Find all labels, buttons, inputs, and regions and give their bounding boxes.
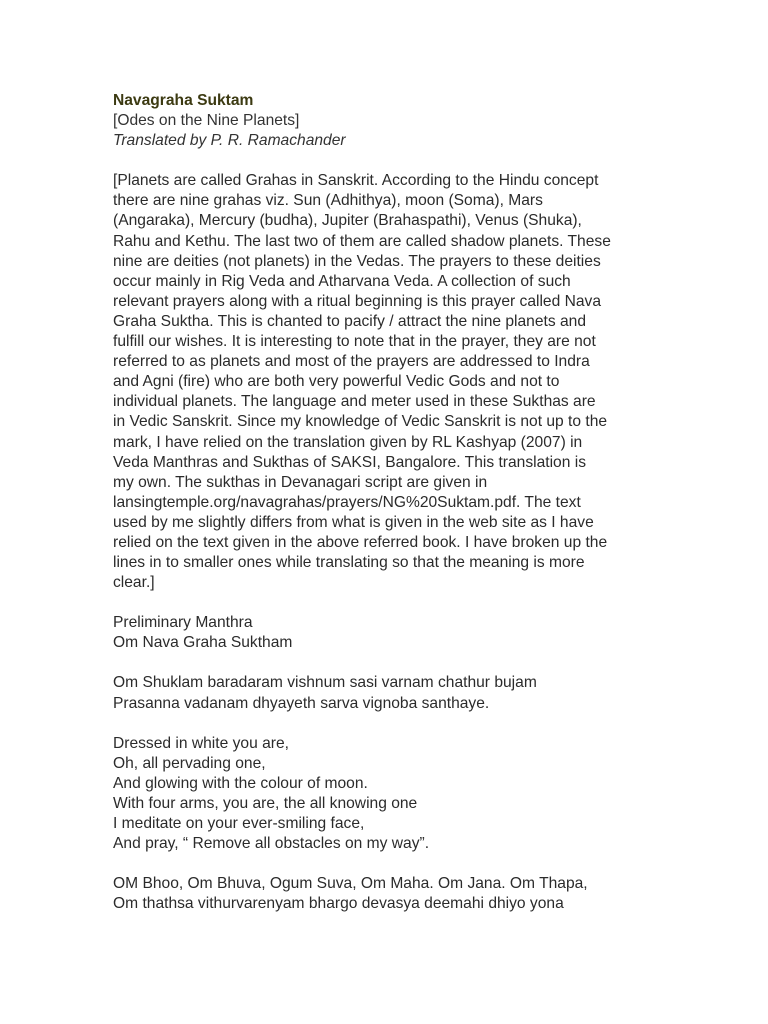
intro-line: Rahu and Kethu. The last two of them are called shadow planets. These xyxy=(113,232,611,250)
translation-line: And pray, “ Remove all obstacles on my way”. xyxy=(113,835,430,853)
gayatri-verse xyxy=(113,874,673,914)
spacer xyxy=(113,714,673,734)
sanskrit-verse xyxy=(113,673,673,713)
spacer xyxy=(113,854,673,874)
spacer xyxy=(113,653,673,673)
document-title: Navagraha Suktam xyxy=(113,92,254,109)
intro-line: Graha Suktha. This is chanted to pacify / attract the nine planets and xyxy=(113,312,587,330)
intro-line: [Planets are called Grahas in Sanskrit. According to the Hindu concept xyxy=(113,172,599,190)
spacer xyxy=(113,593,673,613)
intro-line: relevant prayers along with a ritual beginning is this prayer called Nava xyxy=(113,292,601,310)
sanskrit-line: Om Shuklam baradaram vishnum sasi varnam chathur bujam xyxy=(113,674,537,692)
translation-verse xyxy=(113,734,673,855)
sanskrit-line: Prasanna vadanam dhyayeth sarva vignoba santhaye. xyxy=(113,694,490,712)
intro-line: relied on the text given in the above referred book. I have broken up the xyxy=(113,533,608,551)
intro-line: lansingtemple.org/navagrahas/prayers/NG%20Suktam.pdf. The text xyxy=(113,493,581,511)
intro-line: and Agni (fire) who are both very powerful Vedic Gods and not to xyxy=(113,373,560,391)
preliminary-line: Preliminary Manthra xyxy=(113,614,253,632)
translation-line: Oh, all pervading one, xyxy=(113,754,266,772)
intro-line: (Angaraka), Mercury (budha), Jupiter (Brahaspathi), Venus (Shuka), xyxy=(113,212,582,230)
intro-line: lines in to smaller ones while translating so that the meaning is more xyxy=(113,554,585,572)
document-page xyxy=(113,91,673,914)
gayatri-line: Om thathsa vithurvarenyam bhargo devasya deemahi dhiyo yona xyxy=(113,895,564,913)
translation-line: With four arms, you are, the all knowing one xyxy=(113,794,418,812)
preliminary-section xyxy=(113,613,673,653)
translation-line: Dressed in white you are, xyxy=(113,734,289,752)
intro-line: individual planets. The language and meter used in these Sukthas are xyxy=(113,393,596,411)
intro-line: clear.] xyxy=(113,574,155,592)
spacer xyxy=(113,151,673,171)
translation-line: I meditate on your ever-smiling face, xyxy=(113,815,365,832)
intro-line: fulfill our wishes. It is interesting to note that in the prayer, they are not xyxy=(113,333,596,351)
document-subtitle: [Odes on the Nine Planets] xyxy=(113,112,300,130)
intro-line: Veda Manthras and Sukthas of SAKSI, Bangalore. This translation is xyxy=(113,453,586,471)
intro-line: mark, I have relied on the translation given by RL Kashyap (2007) in xyxy=(113,433,583,451)
intro-line: in Vedic Sanskrit. Since my knowledge of Vedic Sanskrit is not up to the xyxy=(113,413,608,431)
translator-credit: Translated by P. R. Ramachander xyxy=(113,132,346,150)
intro-paragraph xyxy=(113,171,673,593)
intro-line: my own. The sukthas in Devanagari script are given in xyxy=(113,473,488,491)
preliminary-line: Om Nava Graha Suktham xyxy=(113,634,293,652)
intro-line: referred to as planets and most of the prayers are addressed to Indra xyxy=(113,353,590,371)
gayatri-line: OM Bhoo, Om Bhuva, Ogum Suva, Om Maha. Om Jana. Om Thapa, xyxy=(113,875,588,893)
intro-line: occur mainly in Rig Veda and Atharvana Veda. A collection of such xyxy=(113,272,571,290)
intro-line: nine are deities (not planets) in the Vedas. The prayers to these deities xyxy=(113,252,601,270)
intro-line: there are nine grahas viz. Sun (Adhithya), moon (Soma), Mars xyxy=(113,192,543,210)
translation-line: And glowing with the colour of moon. xyxy=(113,774,368,792)
intro-line: used by me slightly differs from what is given in the web site as I have xyxy=(113,513,594,531)
